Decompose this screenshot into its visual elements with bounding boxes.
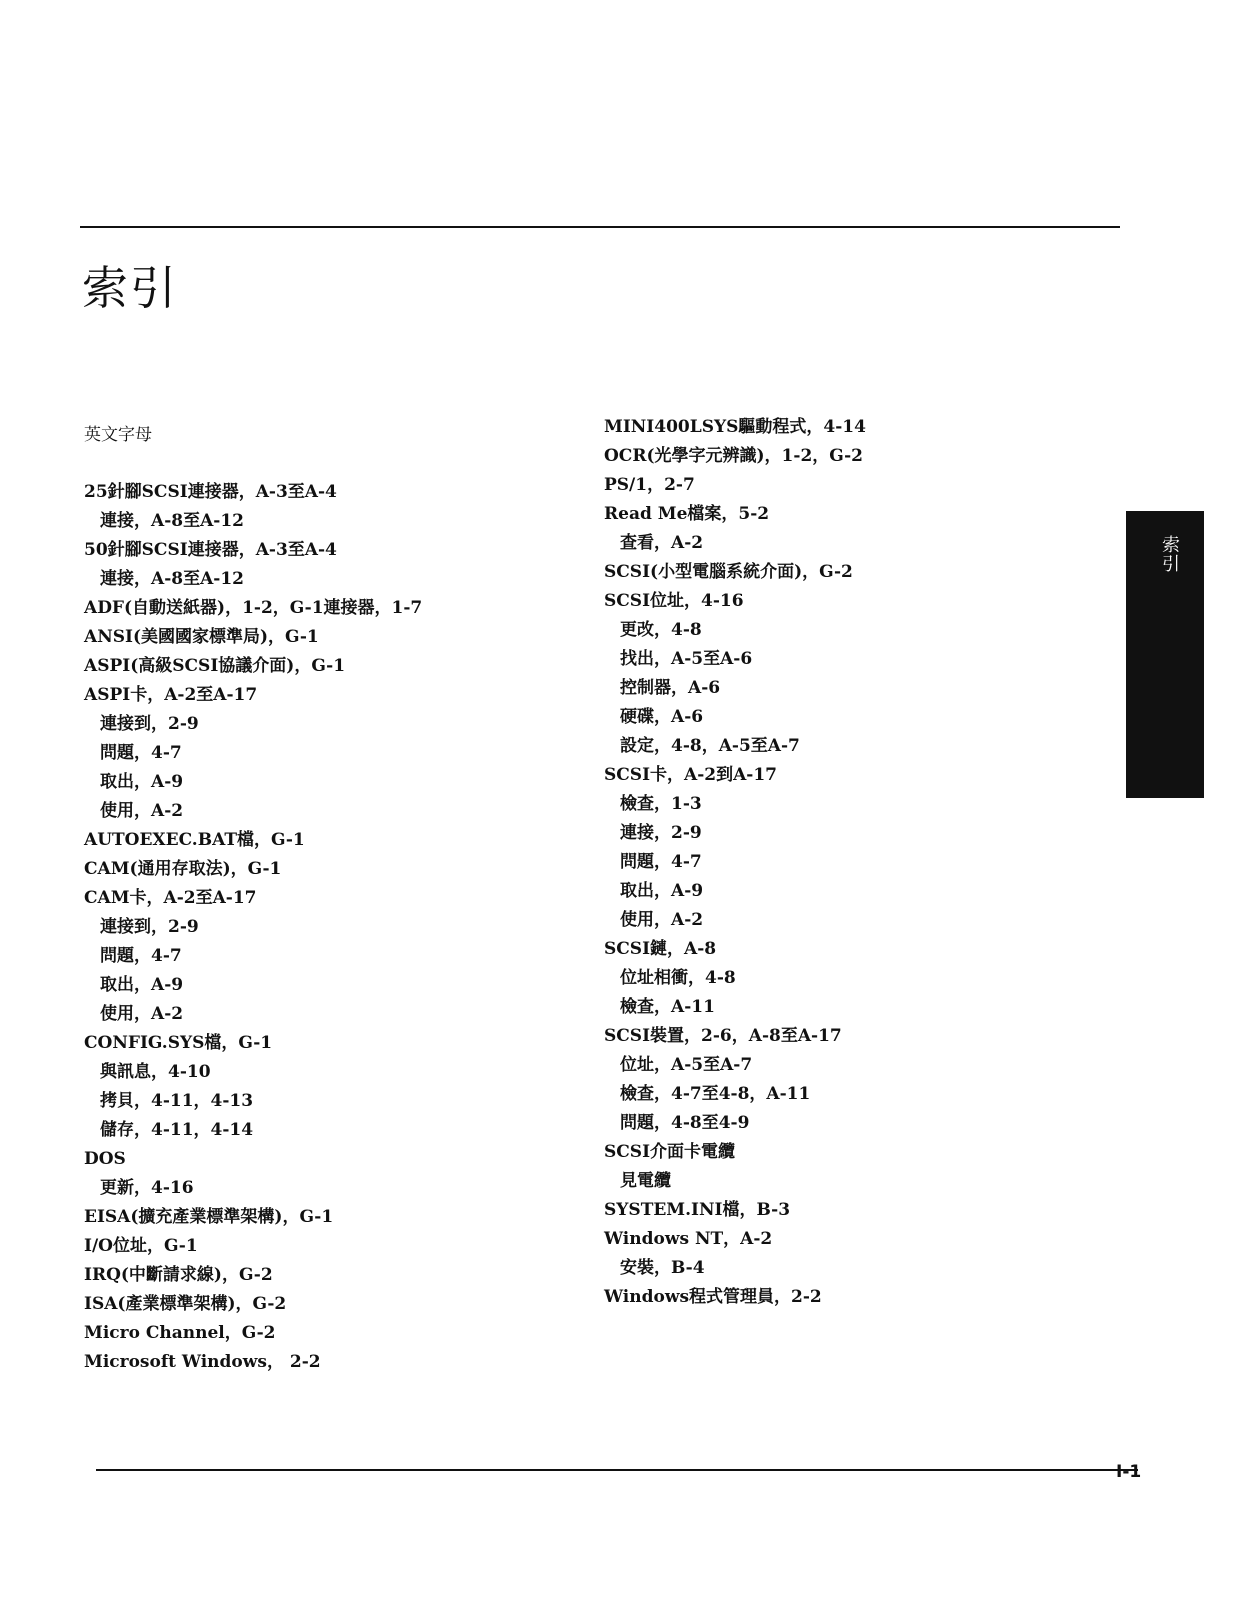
left-entry-list — [84, 478, 524, 1377]
index-subentry: 位址相衝，4-8 — [620, 968, 736, 988]
index-subentry: 連接，2-9 — [620, 823, 702, 843]
index-entry: ISA(產業標準架構)，G-2 — [84, 1294, 287, 1314]
index-subentry: 連接到，2-9 — [100, 917, 199, 937]
index-column-right — [604, 413, 1064, 1312]
index-entry: SCSI(小型電腦系統介面)，G-2 — [604, 562, 853, 582]
index-subentry: 連接，A-8至A-12 — [100, 569, 244, 589]
index-entry: IRQ(中斷請求線)，G-2 — [84, 1265, 273, 1285]
index-entry: 50針腳SCSI連接器，A-3至A-4 — [84, 540, 337, 560]
index-subentry: 見電纜 — [620, 1171, 671, 1191]
top-rule — [80, 226, 1120, 228]
index-entry: CAM(通用存取法)，G-1 — [84, 859, 282, 879]
index-entry: Read Me檔案，5-2 — [604, 504, 770, 524]
index-entry: Windows NT，A-2 — [604, 1229, 773, 1249]
page-number: I-1 — [1116, 1462, 1142, 1482]
index-subentry: 查看，A-2 — [620, 533, 704, 553]
index-entry: SCSI裝置，2-6，A-8至A-17 — [604, 1026, 842, 1046]
index-subentry: 設定，4-8，A-5至A-7 — [620, 736, 800, 756]
bottom-rule — [96, 1469, 1138, 1471]
index-entry: OCR(光學字元辨識)，1-2，G-2 — [604, 446, 863, 466]
section-heading: 英文字母 — [84, 425, 152, 445]
index-entry: SCSI鏈，A-8 — [604, 939, 717, 959]
index-subentry: 控制器，A-6 — [620, 678, 721, 698]
index-entry: ADF(自動送紙器)，1-2，G-1連接器，1-7 — [84, 598, 423, 618]
index-entry: CAM卡，A-2至A-17 — [84, 888, 257, 908]
index-entry: ASPI卡，A-2至A-17 — [84, 685, 258, 705]
index-entry: SCSI介面卡電纜 — [604, 1142, 736, 1162]
right-entry-list — [604, 413, 1064, 1312]
index-entry: SYSTEM.INI檔，B-3 — [604, 1200, 791, 1220]
index-subentry: 檢查，A-11 — [620, 997, 715, 1017]
index-subentry: 安裝，B-4 — [620, 1258, 705, 1278]
index-entry: EISA(擴充產業標準架構)，G-1 — [84, 1207, 334, 1227]
index-subentry: 拷貝，4-11，4-13 — [100, 1091, 254, 1111]
index-entry: 25針腳SCSI連接器，A-3至A-4 — [84, 482, 337, 502]
index-subentry: 問題，4-7 — [100, 946, 182, 966]
index-entry: I/O位址，G-1 — [84, 1236, 198, 1256]
index-subentry: 問題，4-7 — [100, 743, 182, 763]
chapter-tab-label: 索引 — [1159, 535, 1180, 573]
index-subentry: 取出，A-9 — [620, 881, 704, 901]
index-subentry: 連接，A-8至A-12 — [100, 511, 244, 531]
index-subentry: 問題，4-8至4-9 — [620, 1113, 750, 1133]
index-entry: Microsoft Windows， 2-2 — [84, 1352, 321, 1372]
index-subentry: 找出，A-5至A-6 — [620, 649, 753, 669]
index-subentry: 取出，A-9 — [100, 772, 184, 792]
index-subentry: 使用，A-2 — [620, 910, 704, 930]
index-subentry: 問題，4-7 — [620, 852, 702, 872]
index-subentry: 硬碟，A-6 — [620, 707, 704, 727]
index-subentry: 檢查，1-3 — [620, 794, 702, 814]
index-entry: CONFIG.SYS檔，G-1 — [84, 1033, 273, 1053]
index-subentry: 連接到，2-9 — [100, 714, 199, 734]
index-subentry: 更新，4-16 — [100, 1178, 194, 1198]
index-subentry: 儲存，4-11，4-14 — [100, 1120, 254, 1140]
index-subentry: 取出，A-9 — [100, 975, 184, 995]
page-title: 索引 — [82, 261, 178, 315]
index-subentry: 位址，A-5至A-7 — [620, 1055, 753, 1075]
index-entry: Windows程式管理員，2-2 — [604, 1287, 822, 1307]
index-subentry: 使用，A-2 — [100, 1004, 184, 1024]
index-column-left — [84, 420, 524, 1377]
index-entry: ANSI(美國國家標準局)，G-1 — [84, 627, 319, 647]
index-entry: ASPI(高級SCSI協議介面)，G-1 — [84, 656, 346, 676]
index-entry: DOS — [84, 1149, 126, 1169]
index-entry: PS/1，2-7 — [604, 475, 695, 495]
index-subentry: 使用，A-2 — [100, 801, 184, 821]
index-entry: MINI400LSYS驅動程式，4-14 — [604, 417, 866, 437]
section-spacer — [84, 450, 524, 478]
index-subentry: 與訊息，4-10 — [100, 1062, 211, 1082]
index-entry: AUTOEXEC.BAT檔，G-1 — [84, 830, 305, 850]
index-entry: Micro Channel，G-2 — [84, 1323, 276, 1343]
index-entry: SCSI卡，A-2到A-17 — [604, 765, 778, 785]
chapter-tab — [1126, 511, 1204, 798]
index-subentry: 檢查，4-7至4-8，A-11 — [620, 1084, 811, 1104]
index-subentry: 更改，4-8 — [620, 620, 702, 640]
index-entry: SCSI位址，4-16 — [604, 591, 744, 611]
